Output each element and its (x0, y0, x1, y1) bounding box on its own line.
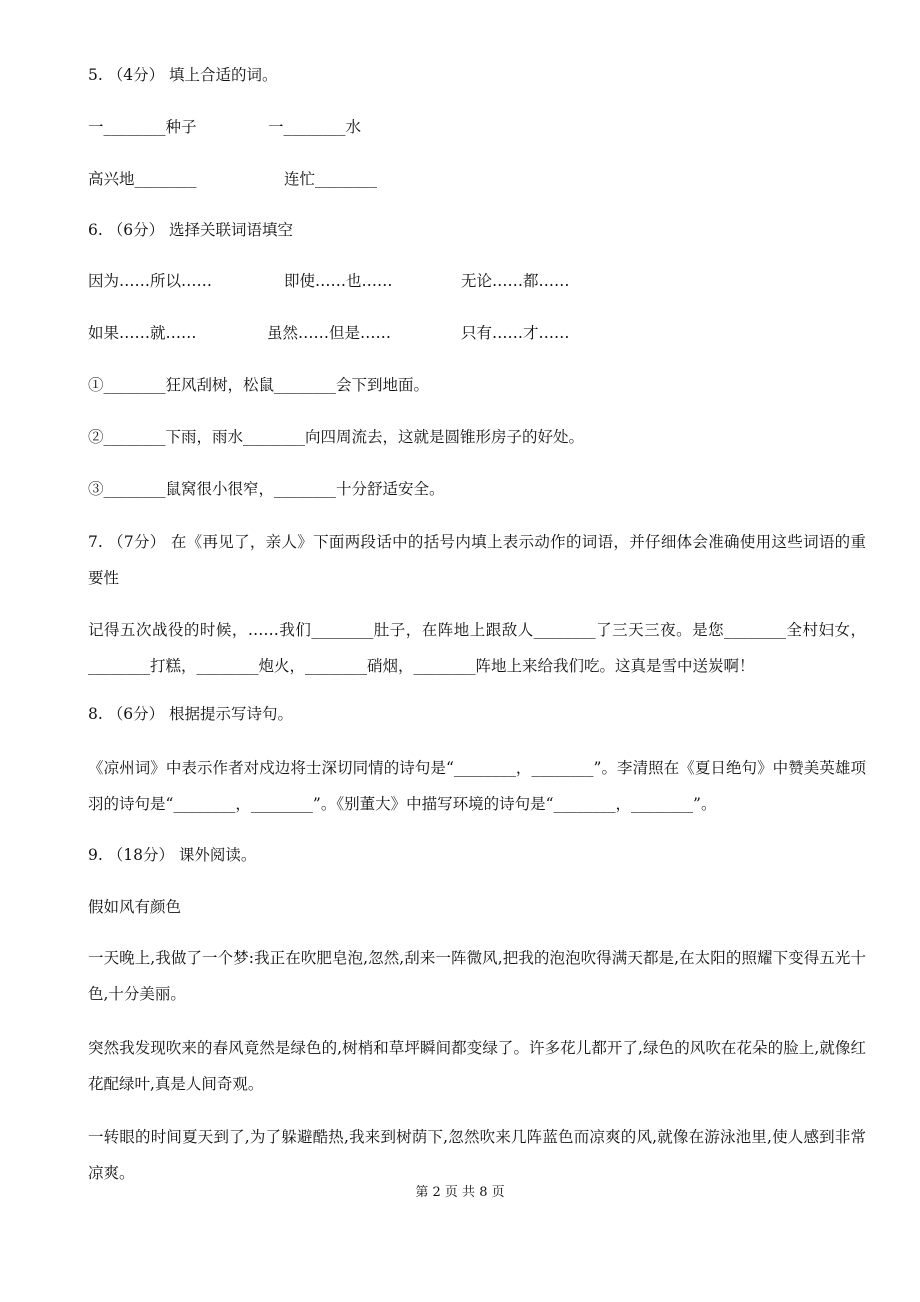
q9-title: 9. （18分） 课外阅读。 (88, 846, 257, 864)
q8-title: 8. （6分） 根据提示写诗句。 (88, 705, 294, 723)
q6-item-1: ①________狂风刮树，松鼠________会下到地面。 (88, 376, 430, 394)
q6-option-2: 即使……也…… (284, 272, 393, 290)
q5-blank-seed: 一________种子 (88, 118, 197, 136)
q6-item-2: ②________下雨，雨水________向四周流去，这就是圆锥形房子的好处。 (88, 428, 585, 446)
page-number-footer: 第 2 页 共 8 页 (415, 1185, 505, 1200)
q6-option-4: 如果……就…… (88, 324, 197, 342)
q6-option-6: 只有……才…… (461, 324, 570, 342)
q6-item-3: ③________鼠窝很小很窄，________十分舒适安全。 (88, 480, 445, 498)
q6-title: 6. （6分） 选择关联词语填空 (88, 221, 294, 239)
q6-option-1: 因为……所以…… (88, 272, 213, 290)
q7-passage: 记得五次战役的时候，……我们________肚子，在阵地上跟敌人________了三天三夜。是您________全村妇女，________打糕，________炮火，________硝烟，________阵地上来给我们吃。这真是雪中送炭啊！ (88, 621, 866, 675)
q7-title: 7. （7分） 在《再见了，亲人》下面两段话中的括号内填上表示动作的词语，并仔细体会准确使用这些词语的重要性 (88, 533, 866, 587)
q8-passage: 《凉州词》中表示作者对戍边将士深切同情的诗句是“________，________”。李清照在《夏日绝句》中赞美英雄项羽的诗句是“________，________”。《别董大》中描写环境的诗句是“________，________”。 (88, 759, 866, 813)
q5-blank-hurriedly: 连忙________ (284, 170, 378, 188)
q5-blank-water: 一________水 (268, 118, 362, 136)
story-paragraph-1: 一天晚上,我做了一个梦:我正在吹肥皂泡,忽然,刮来一阵微风,把我的泡泡吹得满天都是,在太阳的照耀下变得五光十色,十分美丽。 (88, 949, 866, 1003)
story-title: 假如风有颜色 (88, 898, 182, 916)
q5-title: 5. （4分） 填上合适的词。 (88, 66, 278, 84)
story-paragraph-3: 一转眼的时间夏天到了,为了躲避酷热,我来到树荫下,忽然吹来几阵蓝色而凉爽的风,就像在游泳池里,使人感到非常凉爽。 (88, 1128, 866, 1182)
q6-option-5: 虽然……但是…… (267, 324, 392, 342)
q5-blank-happily: 高兴地________ (88, 170, 197, 188)
story-paragraph-2: 突然我发现吹来的春风竟然是绿色的,树梢和草坪瞬间都变绿了。许多花儿都开了,绿色的风吹在花朵的脸上,就像红花配绿叶,真是人间奇观。 (88, 1039, 866, 1093)
q6-option-3: 无论……都…… (461, 272, 570, 290)
